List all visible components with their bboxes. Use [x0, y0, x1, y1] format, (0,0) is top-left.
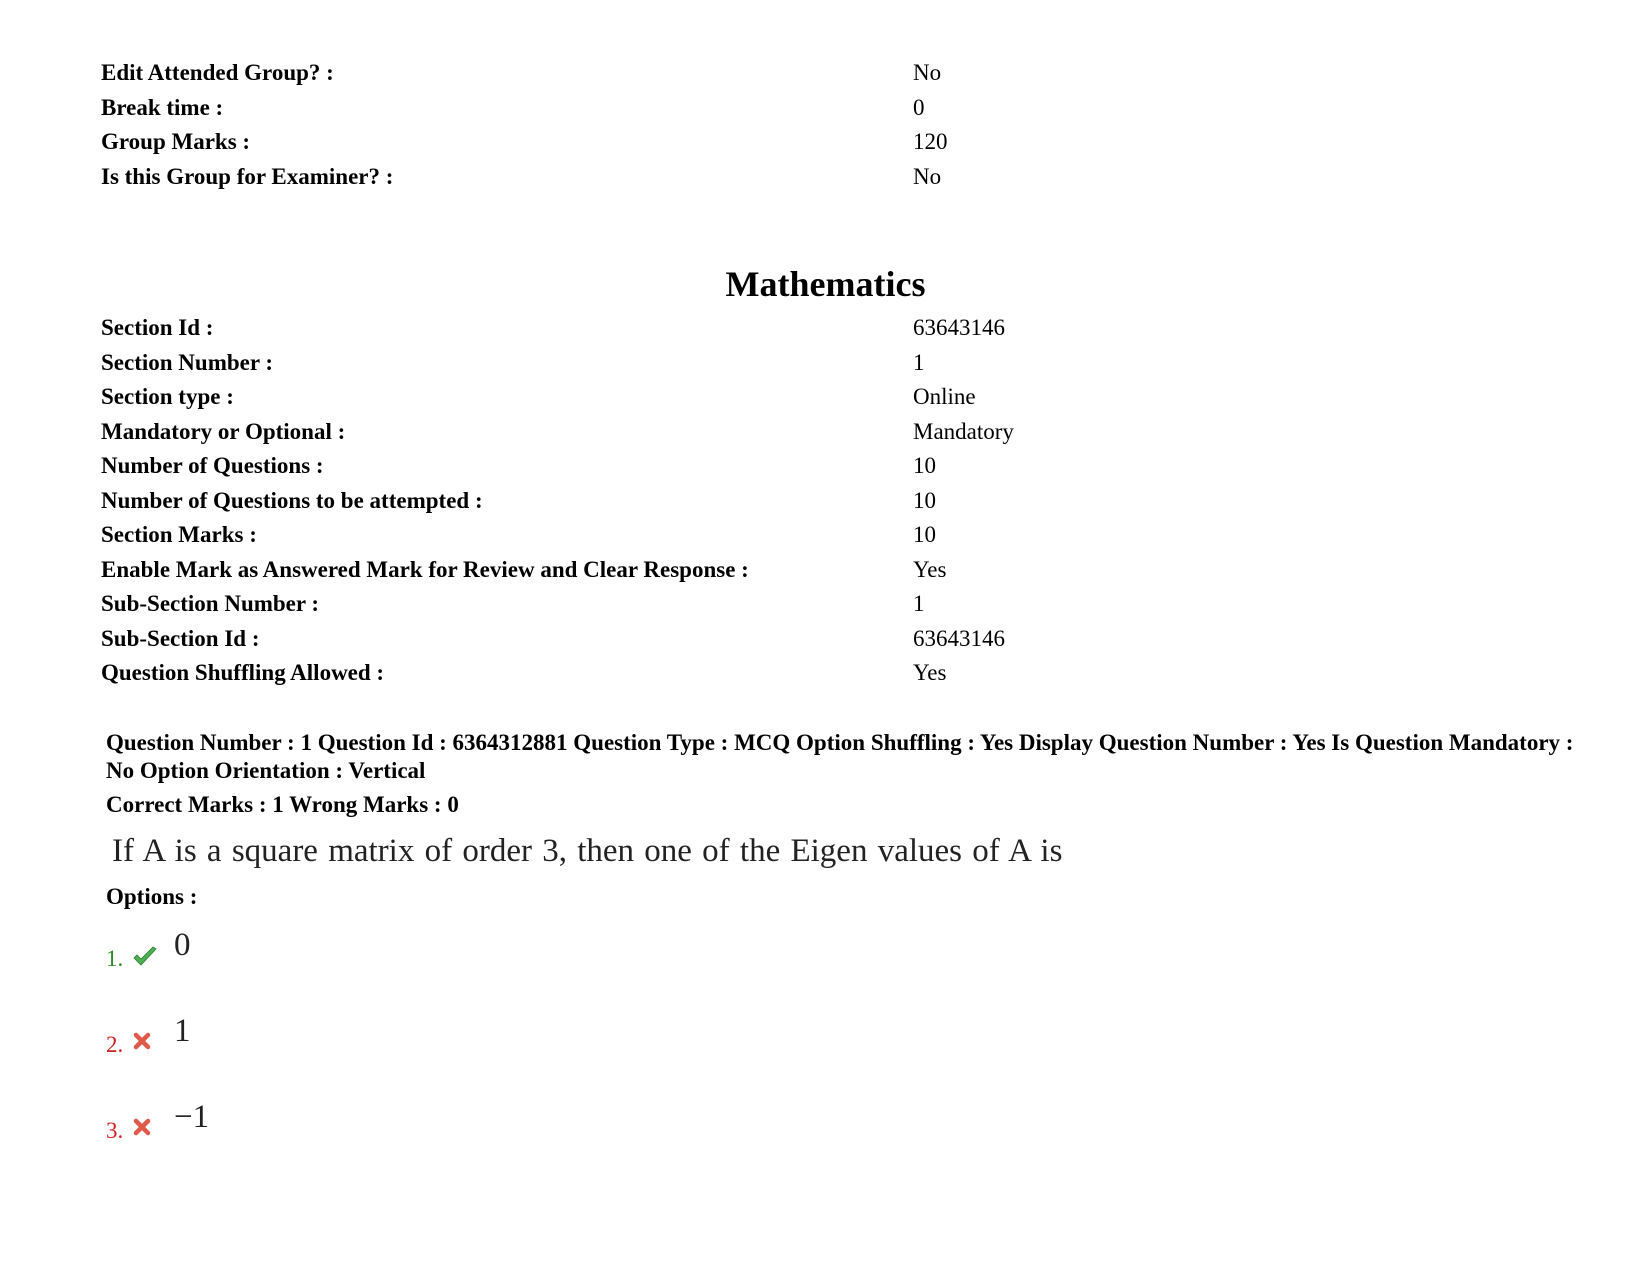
section-info-row	[101, 311, 1551, 346]
section-info-row	[101, 346, 1551, 381]
field-label: Section Id :	[101, 315, 214, 340]
field-label: Edit Attended Group? :	[101, 60, 334, 85]
field-value: 1	[913, 349, 925, 375]
section-info-row	[101, 449, 1551, 484]
option-text: −1	[174, 1099, 210, 1135]
field-label: Enable Mark as Answered Mark for Review and Clear Response :	[101, 556, 749, 582]
section-info-row	[101, 622, 1551, 657]
field-label: Sub-Section Number :	[101, 591, 320, 616]
group-info-row	[101, 125, 1551, 160]
question-block	[106, 729, 1576, 911]
field-label: Group Marks :	[101, 129, 251, 154]
section-info-row	[101, 553, 1551, 588]
field-value: 120	[913, 129, 948, 154]
field-value: 63643146	[913, 625, 1005, 651]
group-info-row	[101, 56, 1551, 91]
field-label: Mandatory or Optional :	[101, 418, 346, 444]
field-label: Section type :	[101, 384, 234, 409]
question-text: If A is a square matrix of order 3, then one of the Eigen values of A is	[112, 833, 1063, 869]
field-value: Yes	[913, 556, 947, 582]
field-label: Is this Group for Examiner? :	[101, 163, 394, 189]
field-label: Number of Questions :	[101, 453, 324, 478]
section-info-row	[101, 587, 1551, 622]
group-info-row	[101, 160, 1551, 195]
field-value: 10	[913, 453, 936, 478]
field-label: Number of Questions to be attempted :	[101, 487, 483, 513]
question-marks: Correct Marks : 1 Wrong Marks : 0	[106, 792, 459, 817]
section-title: Mathematics	[725, 264, 926, 304]
field-value: No	[913, 60, 942, 85]
field-value: No	[913, 163, 942, 189]
section-info-row	[101, 380, 1551, 415]
group-info-row	[101, 91, 1551, 126]
field-value: 0	[913, 94, 925, 120]
question-meta: Question Number : 1 Question Id : 6364312881 Question Type : MCQ Option Shuffling : Yes Display Question Number : Yes Is Question Mandatory : No Option Orientation : Vertical	[106, 730, 1574, 783]
cross-icon	[132, 1117, 156, 1141]
section-info-row	[101, 656, 1551, 691]
field-value: Online	[913, 384, 976, 409]
option-number: 3.	[106, 1118, 124, 1143]
option-text: 1	[174, 1013, 191, 1049]
check-icon	[132, 945, 156, 969]
field-label: Break time :	[101, 94, 224, 120]
field-label: Sub-Section Id :	[101, 625, 260, 651]
field-value: 10	[913, 522, 936, 547]
option-number: 2.	[106, 1032, 124, 1057]
field-value: 1	[913, 591, 925, 616]
group-info-table	[101, 56, 1551, 194]
field-label: Section Marks :	[101, 522, 257, 547]
section-info-table	[101, 311, 1551, 691]
option-item	[106, 925, 506, 1011]
section-info-row	[101, 415, 1551, 450]
cross-icon	[132, 1031, 156, 1055]
field-value: 10	[913, 487, 936, 513]
option-item	[106, 1011, 506, 1097]
options-label: Options :	[106, 884, 198, 909]
field-label: Question Shuffling Allowed :	[101, 660, 385, 685]
option-text: 0	[174, 927, 191, 963]
section-info-row	[101, 518, 1551, 553]
option-number: 1.	[106, 946, 124, 971]
field-label: Section Number :	[101, 349, 274, 375]
option-item	[106, 1097, 506, 1183]
field-value: Yes	[913, 660, 947, 685]
options-list	[106, 925, 506, 1183]
section-info-row	[101, 484, 1551, 519]
field-value: 63643146	[913, 315, 1005, 340]
field-value: Mandatory	[913, 418, 1014, 444]
